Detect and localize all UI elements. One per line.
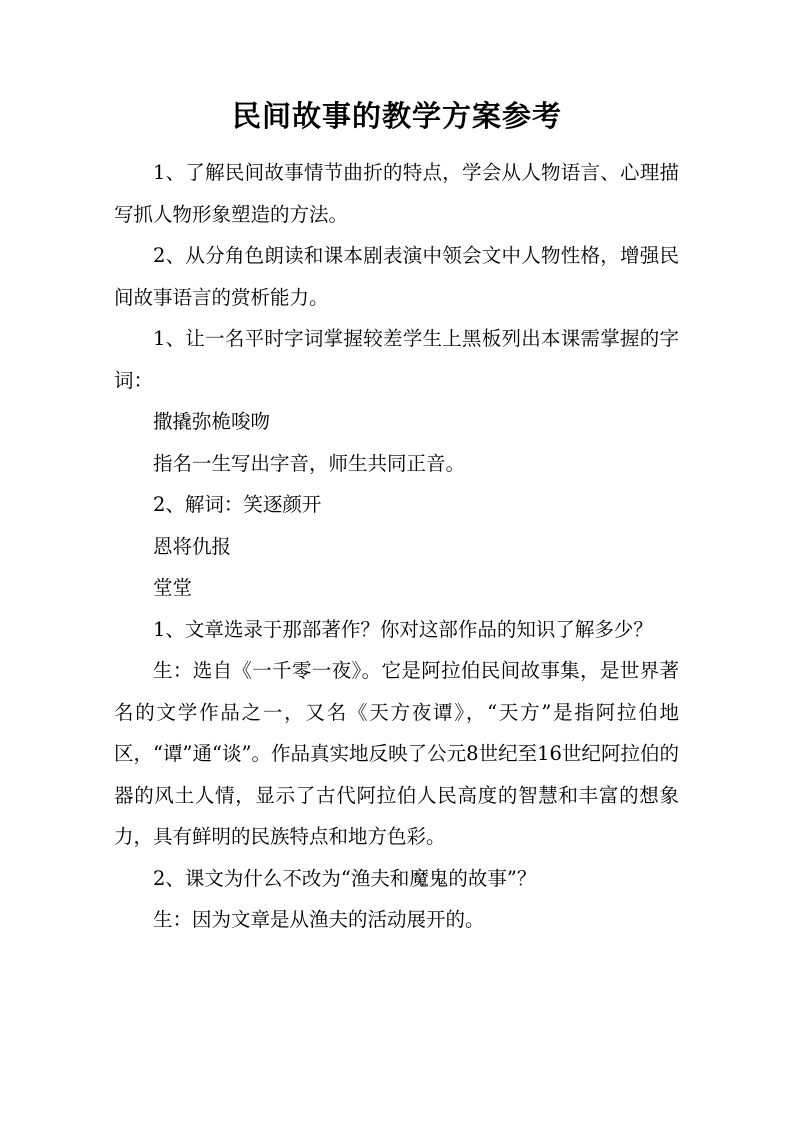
paragraph: 2、解词：笑逐颜开 xyxy=(153,493,322,516)
paragraph: 生：选自《一千零一夜》。它是阿拉伯民间故事集，是世界著名的文学作品之一，又名《天方夜谭》，“天方”是指阿拉伯地区，“谭”通“谈”。作品真实地反映了公元8世纪至16世纪阿拉伯的器的风土人情，显示了古代阿拉伯人民高度的智慧和丰富的想象力，具有鲜明的民族特点和地方色彩。 xyxy=(114,659,679,848)
paragraph: 指名一生写出字音，师生共同正音。 xyxy=(153,451,466,475)
page-title: 民间故事的教学方案参考 xyxy=(231,99,562,133)
paragraph: 生：因为文章是从渔夫的活动展开的。 xyxy=(153,908,485,931)
paragraph: 2、课文为什么不改为“渔夫和魔鬼的故事”？ xyxy=(153,866,537,890)
paragraph: 堂堂 xyxy=(153,576,193,599)
paragraph: 1、让一名平时字词掌握较差学生上黑板列出本课需掌握的字词： xyxy=(114,327,679,392)
paragraph: 1、了解民间故事情节曲折的特点，学会从人物语言、心理描写抓人物形象塑造的方法。 xyxy=(114,161,679,226)
paragraph: 2、从分角色朗读和课本剧表演中领会文中人物性格，增强民间故事语言的赏析能力。 xyxy=(114,244,679,309)
document-body xyxy=(114,152,679,941)
paragraph: 恩将仇报 xyxy=(153,534,232,558)
paragraph: 1、文章选录于那部著作？你对这部作品的知识了解多少？ xyxy=(153,617,653,641)
paragraph: 撒撬弥桅唆吻 xyxy=(153,410,271,433)
